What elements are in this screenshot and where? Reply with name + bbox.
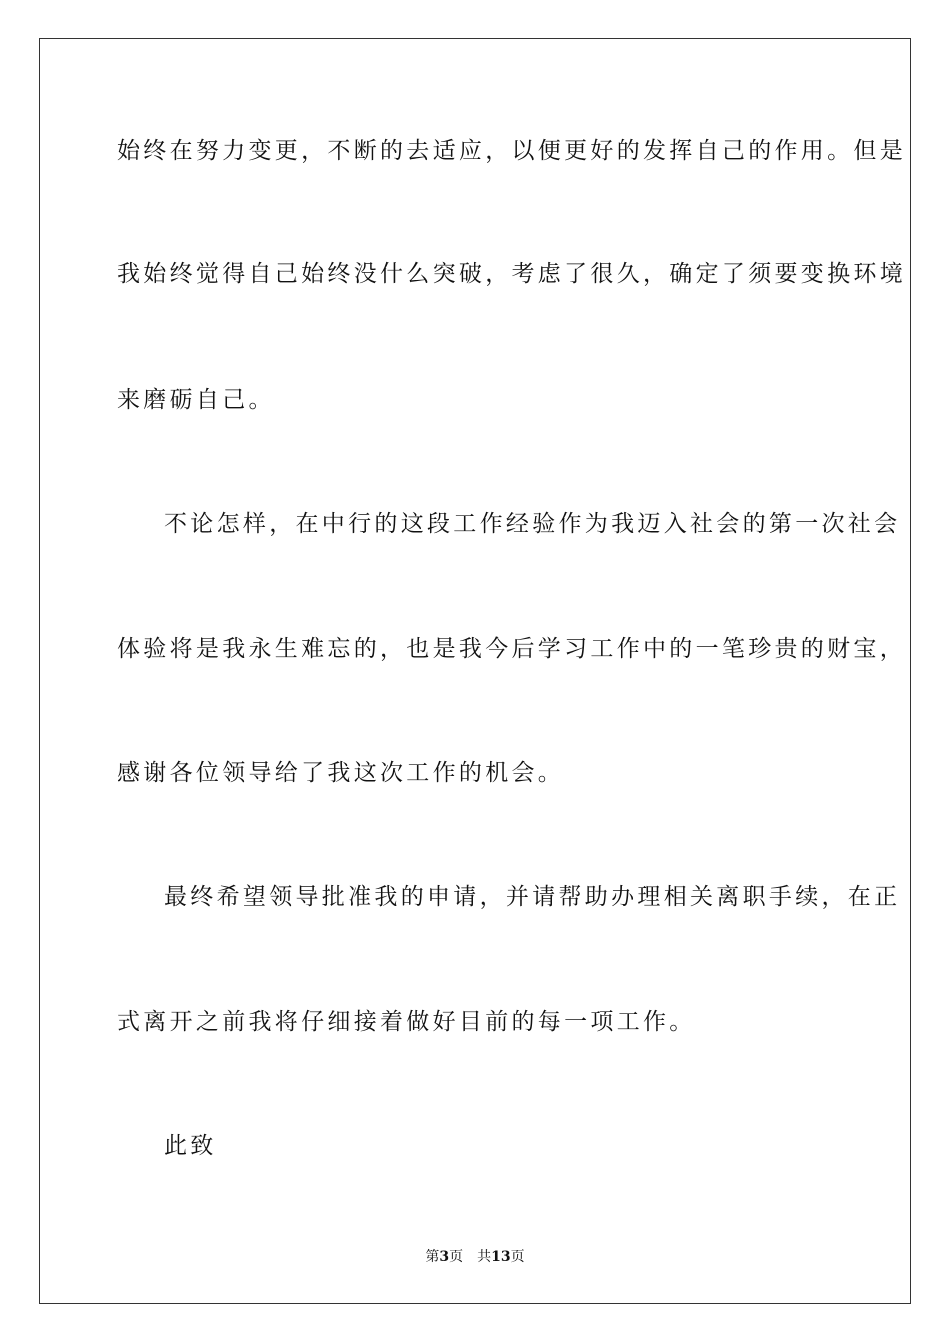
text-line: 体验将是我永生难忘的，也是我今后学习工作中的一笔珍贵的财宝，	[117, 636, 906, 662]
paragraph-start-line: 不论怎样，在中行的这段工作经验作为我迈入社会的第一次社会	[164, 511, 901, 537]
closing-salutation: 此致	[164, 1133, 217, 1159]
total-suffix: 页	[510, 1249, 525, 1265]
total-page-count: 13	[491, 1249, 511, 1265]
page-prefix: 第	[425, 1249, 440, 1265]
paragraph-start-line: 最终希望领导批准我的申请，并请帮助办理相关离职手续，在正	[164, 884, 901, 910]
text-line: 来磨砺自己。	[117, 387, 275, 413]
current-page-number: 3	[439, 1249, 450, 1265]
page-footer	[0, 1248, 950, 1266]
page-suffix: 页	[449, 1249, 464, 1265]
text-line: 式离开之前我将仔细接着做好目前的每一项工作。	[117, 1009, 696, 1035]
page-border	[39, 38, 911, 1304]
text-line: 感谢各位领导给了我这次工作的机会。	[117, 760, 565, 786]
text-line: 我始终觉得自己始终没什么突破，考虑了很久，确定了须要变换环境	[117, 261, 906, 287]
text-line: 始终在努力变更，不断的去适应，以便更好的发挥自己的作用。但是	[117, 138, 906, 164]
total-prefix: 共	[477, 1249, 492, 1265]
